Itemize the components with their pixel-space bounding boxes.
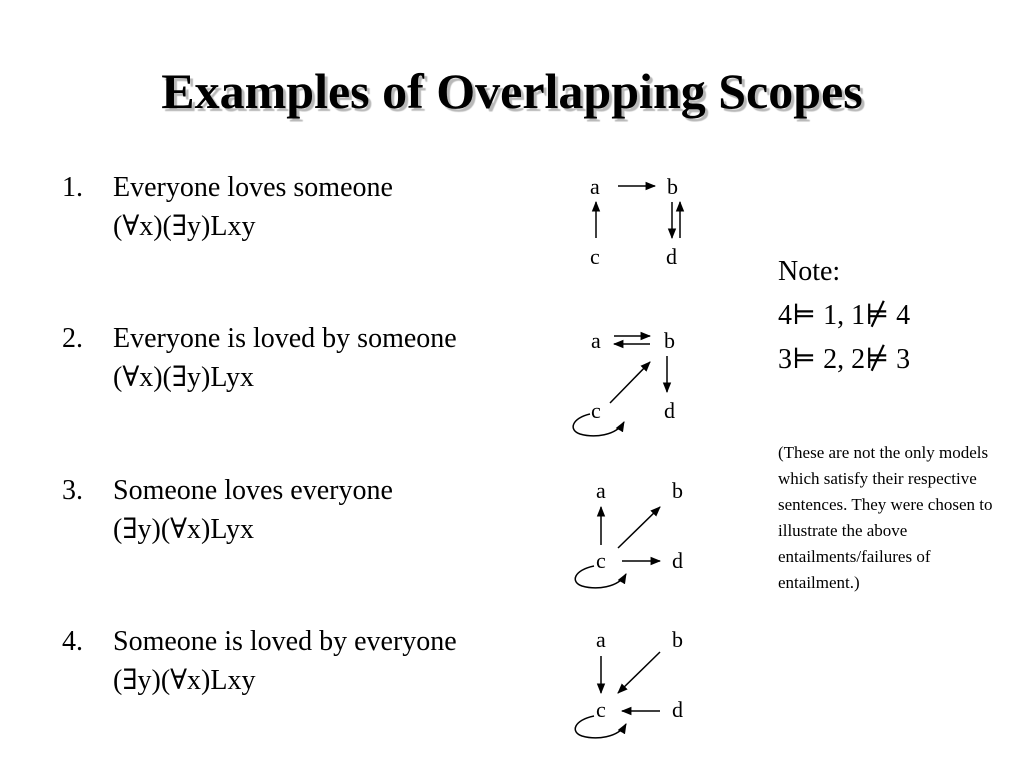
example-formula: (∀x)(∃y)Lxy [113,211,256,242]
node-a: a [591,328,601,353]
node-a: a [590,174,600,199]
node-b: b [667,174,678,199]
example-sentence: Everyone loves someone [113,172,393,203]
entailment-note [778,250,910,382]
model-2-diagram [560,322,710,452]
node-c: c [596,548,606,573]
not-entails-symbol: ⊭ [865,344,890,375]
edge-c-b [610,362,650,403]
node-a: a [596,478,606,503]
note-value: 3 [889,344,911,375]
note-value: 3 [778,344,792,375]
node-d: d [672,697,683,722]
example-sentence: Someone is loved by everyone [113,626,457,657]
edge-b-c [618,652,660,693]
example-number: 1. [62,172,83,203]
entails-symbol: ⊨ [792,344,817,375]
example-number: 2. [62,323,83,354]
node-c: c [590,244,600,269]
note-heading: Note: [778,256,841,287]
node-b: b [672,627,683,652]
example-formula: (∃y)(∀x)Lyx [113,514,254,545]
note-value: 4 [778,300,792,331]
entails-symbol: ⊨ [792,300,817,331]
example-formula: (∀x)(∃y)Lyx [113,362,254,393]
note-line-2 [778,338,910,382]
model-4-diagram [560,625,710,755]
note-value: 2, 2 [816,344,866,375]
note-value: 1, 1 [816,300,866,331]
node-b: b [672,478,683,503]
parenthetical-note: (These are not the only models which satisfy their respective sentences. They were chosen to illustrate the above entailments/failures of entailment.) [778,443,993,592]
node-a: a [596,627,606,652]
node-d: d [664,398,675,423]
node-c: c [596,697,606,722]
not-entails-symbol: ⊭ [865,300,890,331]
edge-c-b [618,507,660,548]
note-value: 4 [889,300,911,331]
node-d: d [672,548,683,573]
example-sentence: Someone loves everyone [113,475,393,506]
note-line-1 [778,294,910,338]
example-sentence: Everyone is loved by someone [113,323,457,354]
example-number: 3. [62,475,83,506]
model-1-diagram [560,170,710,300]
example-formula: (∃y)(∀x)Lxy [113,665,256,696]
model-3-diagram [560,475,710,605]
example-number: 4. [62,626,83,657]
node-b: b [664,328,675,353]
node-c: c [591,398,601,423]
node-d: d [666,244,677,269]
slide-title: Examples of Overlapping Scopes [161,63,863,119]
